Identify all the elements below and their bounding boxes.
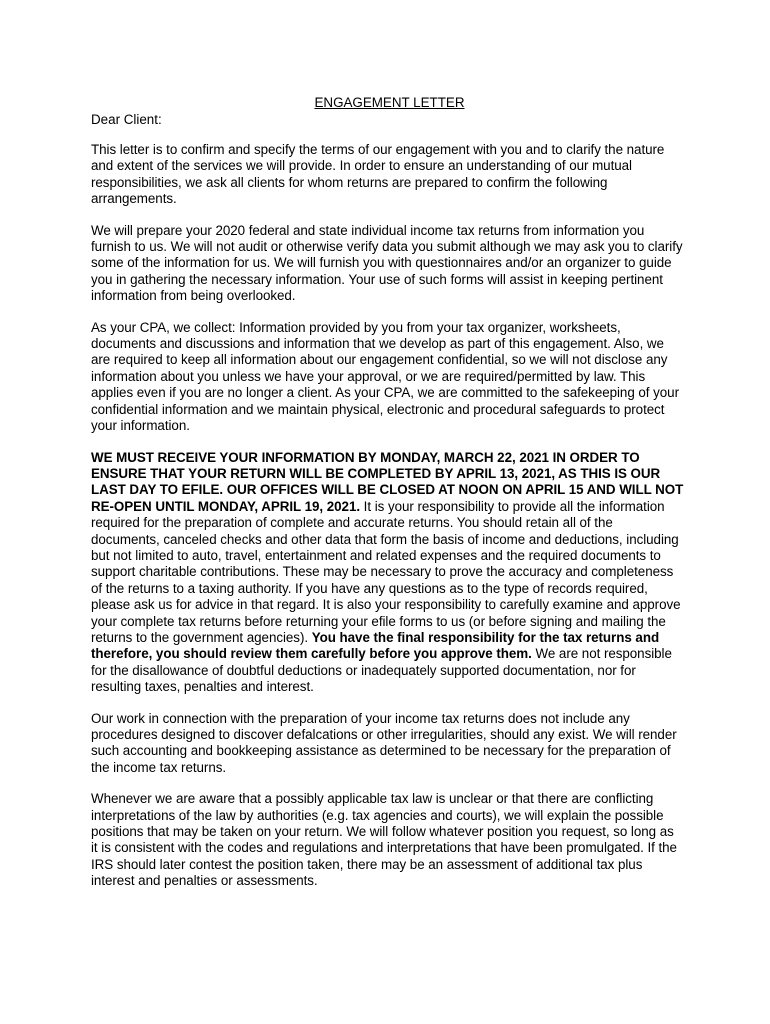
records-responsibility: It is your responsibility to provide all the information required for the preparation of complete and accurate returns. You should retain all of the documents, canceled checks and other data that form the basis of income and deductions, including but not limited to auto, travel, entertainment and related expenses and the required documents to support charitable contributions. These may be necessary to prove the accuracy and completeness of the returns to a taxing authority. If you have any questions as to the type of records required, please ask us for advice in that regard. It is also your responsibility to carefully examine and approve your complete tax returns before returning your efile forms to us (or before signing and mailing the returns to the government agencies). — [91, 498, 681, 645]
disallowance-disclaimer: We are not responsible for the disallowance of doubtful deductions or inadequately supported documentation, nor for resulting taxes, penalties and interest. — [91, 646, 672, 695]
salutation: Dear Client: — [91, 112, 162, 127]
paragraph-purpose: This letter is to confirm and specify the terms of our engagement with you and to clarify the nature and extent of the services we will provide. In order to ensure an understanding of our mutual responsibilities, we ask all clients for whom returns are prepared to confirm the following arrangements. — [91, 142, 665, 207]
paragraph-preparation: We will prepare your 2020 federal and state individual income tax returns from information you furnish to us. We will not audit or otherwise verify data you submit although we may ask you to clarify some of the information for us. We will furnish you with questionnaires and/or an organizer to guide you in gathering the necessary information. Your use of such forms will assist in keeping pertinent information from being overlooked. — [91, 222, 683, 304]
paragraph-confidentiality: As your CPA, we collect: Information provided by you from your tax organizer, worksheets, documents and discussions and information that we develop as part of this engagement. Also, we are required to keep all information about our engagement confidential, so we will not disclose any information about you unless we have your approval, or we are required/permitted by law. This applies even if you are no longer a client. As your CPA, we are committed to the safekeeping of your confidential information and we maintain physical, electronic and procedural safeguards to protect your information. — [91, 319, 679, 434]
document-title: ENGAGEMENT LETTER — [314, 95, 465, 110]
paragraph-tax-positions: Whenever we are aware that a possibly applicable tax law is unclear or that there are conflicting interpretations of the law by authorities (e.g. tax agencies and courts), we will explain the possible positions that may be taken on your return. We will follow whatever position you request, so long as it is consistent with the codes and regulations and interpretations that have been promulgated. If the IRS should later contest the position taken, there may be an assessment of additional tax plus interest and penalties or assessments. — [91, 791, 677, 889]
deadline-notice: WE MUST RECEIVE YOUR INFORMATION BY MONDAY, MARCH 22, 2021 IN ORDER TO ENSURE THAT YOUR RETURN WILL BE COMPLETED BY APRIL 13, 2021, AS THIS IS OUR LAST DAY TO EFILE. OUR OFFICES WILL BE CLOSED AT NOON ON APRIL 15 AND WILL NOT RE-OPEN UNTIL MONDAY, APRIL 19, 2021. — [91, 449, 684, 514]
paragraph-scope: Our work in connection with the preparation of your income tax returns does not include any procedures designed to discover defalcations or other irregularities, should any exist. We will render such accounting and bookkeeping assistance as determined to be necessary for the preparation of the income tax returns. — [91, 710, 677, 775]
final-responsibility-notice: You have the final responsibility for the tax returns and therefore, you should review them carefully before you approve them. — [91, 629, 660, 662]
paragraph-deadline — [91, 450, 684, 696]
